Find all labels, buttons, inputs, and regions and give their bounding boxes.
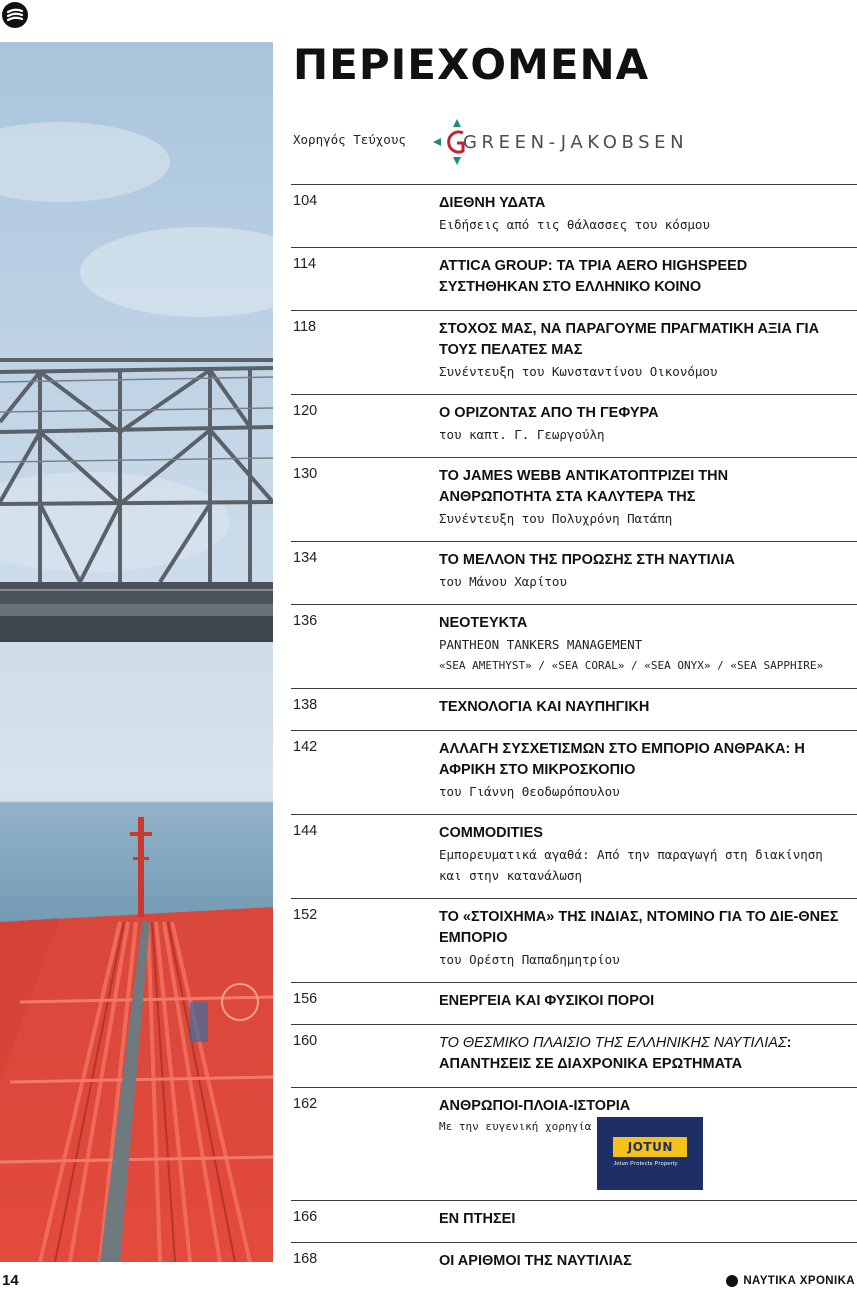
toc-title: Ο ΟΡΙΖΟΝΤΑΣ ΑΠΟ ΤΗ ΓΕΦΥΡΑ xyxy=(439,405,659,421)
jotun-sponsor-label: Με την ευγενική χορηγία xyxy=(439,1120,592,1133)
toc-title: ΔΙΕΘΝΗ ΥΔΑΤΑ xyxy=(439,195,546,211)
toc-page-number: 160 xyxy=(293,1033,318,1049)
toc-subtitle: του Γιάννη Θεοδωρόπουλου xyxy=(439,784,620,799)
page-number: 14 xyxy=(2,1272,19,1289)
toc-page-number: 142 xyxy=(293,739,318,755)
toc-subtitle: Ειδήσεις από τις θάλασσες του κόσμου xyxy=(439,217,710,232)
toc-subtitle: του Μάνου Χαρίτου xyxy=(439,574,567,589)
toc-page-number: 114 xyxy=(293,256,317,272)
toc-page-number: 136 xyxy=(293,613,318,629)
footer-brand-name: ΝΑΥΤΙΚΑ ΧΡΟΝΙΚΑ xyxy=(743,1275,855,1287)
toc-subtitle: του καπτ. Γ. Γεωργούλη xyxy=(439,427,605,442)
toc-subtitle: Συνέντευξη του Κωνσταντίνου Οικονόμου xyxy=(439,364,718,379)
toc-entry[interactable] xyxy=(291,982,857,1024)
toc-title: COMMODITIES xyxy=(439,825,543,841)
toc-subtitle: και στην κατανάλωση xyxy=(439,868,582,883)
toc-title: ΕΝΕΡΓΕΙΑ ΚΑΙ ΦΥΣΙΚΟΙ ΠΟΡΟΙ xyxy=(439,993,655,1009)
toc-page-number: 138 xyxy=(293,697,318,713)
toc-page-number: 134 xyxy=(293,550,318,566)
toc-entry[interactable] xyxy=(291,247,857,310)
table-of-contents xyxy=(291,184,857,1284)
toc-title: ΣΤΟΧΟΣ ΜΑΣ, ΝΑ ΠΑΡΑΓΟΥΜΕ ΠΡΑΓΜΑΤΙΚΗ ΑΞΙΑ ΓΙΑ ΤΟΥΣ ΠΕΛΑΤΕΣ ΜΑΣ xyxy=(439,321,820,358)
cover-photo-bridge-tanker xyxy=(0,42,273,1262)
sponsor-logo-text: GREEN-JAKOBSEN xyxy=(463,131,689,153)
toc-entry[interactable] xyxy=(291,457,857,541)
toc-title xyxy=(439,1033,839,1075)
toc-title: ΤΟ «ΣΤΟΙΧΗΜΑ» ΤΗΣ ΙΝΔΙΑΣ, ΝΤΟΜΙΝΟ ΓΙΑ ΤΟ ΔΙΕ-ΘΝΕΣ ΕΜΠΟΡΙΟ xyxy=(439,909,839,946)
compass-arrows-icon xyxy=(433,119,469,165)
toc-title: ΤΟ ΜΕΛΛΟΝ ΤΗΣ ΠΡΟΩΣΗΣ ΣΤΗ ΝΑΥΤΙΛΙΑ xyxy=(439,552,735,568)
toc-title: ΤΕΧΝΟΛΟΓΙΑ ΚΑΙ ΝΑΥΠΗΓΙΚΗ xyxy=(439,699,650,715)
page-title: ΠΕΡΙΕΧΟΜΕΝΑ xyxy=(293,40,650,89)
toc-title-italic: ΤΟ ΘΕΣΜΙΚΟ ΠΛΑΙΣΙΟ ΤΗΣ ΕΛΛΗΝΙΚΗΣ ΝΑΥΤΙΛΙΑΣ xyxy=(439,1035,787,1051)
toc-entry[interactable] xyxy=(291,688,857,730)
magazine-corner-logo-icon xyxy=(2,2,28,28)
toc-title: ΝΕΟΤΕΥΚΤΑ xyxy=(439,615,528,631)
issue-sponsor-label: Χορηγός Τεύχους xyxy=(293,132,406,147)
jotun-logo xyxy=(597,1117,703,1190)
toc-page-number: 118 xyxy=(293,319,317,335)
footer-brand xyxy=(726,1275,855,1287)
jotun-logo-text: JOTUN xyxy=(613,1137,687,1157)
toc-page-number: 156 xyxy=(293,991,318,1007)
toc-page-number: 144 xyxy=(293,823,318,839)
toc-title: ATTICA GROUP: ΤΑ ΤΡΙΑ AERO HIGHSPEED ΣΥΣΤΗΘΗΚΑΝ ΣΤΟ ΕΛΛΗΝΙΚΟ ΚΟΙΝΟ xyxy=(439,258,748,295)
toc-entry[interactable] xyxy=(291,184,857,247)
toc-page-number: 130 xyxy=(293,466,318,482)
toc-page-number: 162 xyxy=(293,1096,318,1112)
toc-page-number: 104 xyxy=(293,193,318,209)
toc-subtitle: Εμπορευματικά αγαθά: Από την παραγωγή στη διακίνηση xyxy=(439,847,823,862)
toc-subtitle: του Ορέστη Παπαδημητρίου xyxy=(439,952,620,967)
toc-title: ΤΟ JAMES WEBB ΑΝΤΙΚΑΤΟΠΤΡΙΖΕΙ ΤΗΝ ΑΝΘΡΩΠΟΤΗΤΑ ΣΤΑ ΚΑΛΥΤΕΡΑ ΤΗΣ xyxy=(439,468,729,505)
toc-page-number: 152 xyxy=(293,907,318,923)
toc-subtitle: PANTHEON TANKERS MANAGEMENT xyxy=(439,637,643,652)
toc-title-rest: : ΑΠΑΝΤΗΣΕΙΣ ΣΕ ΔΙΑΧΡΟΝΙΚΑ ΕΡΩΤΗΜΑΤΑ xyxy=(439,1035,792,1072)
toc-page-number: 166 xyxy=(293,1209,318,1225)
toc-entry[interactable] xyxy=(291,1200,857,1242)
toc-entry[interactable] xyxy=(291,898,857,982)
toc-entry[interactable] xyxy=(291,1087,857,1200)
toc-title: ΑΛΛΑΓΗ ΣΥΣΧΕΤΙΣΜΩΝ ΣΤΟ ΕΜΠΟΡΙΟ ΑΝΘΡΑΚΑ: Η ΑΦΡΙΚΗ ΣΤΟ ΜΙΚΡΟΣΚΟΠΙΟ xyxy=(439,741,805,778)
brand-logo-icon xyxy=(726,1275,738,1287)
jotun-tagline: Jotun Protects Property xyxy=(613,1161,678,1167)
green-jakobsen-logo xyxy=(433,119,733,165)
toc-subtitle: «SEA AMETHYST» / «SEA CORAL» / «SEA ONYX» / «SEA SAPPHIRE» xyxy=(439,659,824,672)
toc-entry[interactable] xyxy=(291,1024,857,1087)
jotun-sponsorship xyxy=(439,1117,857,1190)
toc-title: ΑΝΘΡΩΠΟΙ-ΠΛΟΙΑ-ΙΣΤΟΡΙΑ xyxy=(439,1098,631,1114)
toc-title: ΟΙ ΑΡΙΘΜΟΙ ΤΗΣ ΝΑΥΤΙΛΙΑΣ xyxy=(439,1253,632,1269)
toc-entry[interactable] xyxy=(291,814,857,898)
toc-entry[interactable] xyxy=(291,310,857,394)
toc-entry[interactable] xyxy=(291,394,857,457)
toc-entry[interactable] xyxy=(291,604,857,688)
toc-page-number: 120 xyxy=(293,403,318,419)
toc-entry[interactable] xyxy=(291,541,857,604)
toc-title: ΕΝ ΠΤΗΣΕΙ xyxy=(439,1211,516,1227)
toc-page-number: 168 xyxy=(293,1251,318,1267)
toc-entry[interactable] xyxy=(291,730,857,814)
toc-subtitle: Συνέντευξη του Πολυχρόνη Πατάπη xyxy=(439,511,673,526)
